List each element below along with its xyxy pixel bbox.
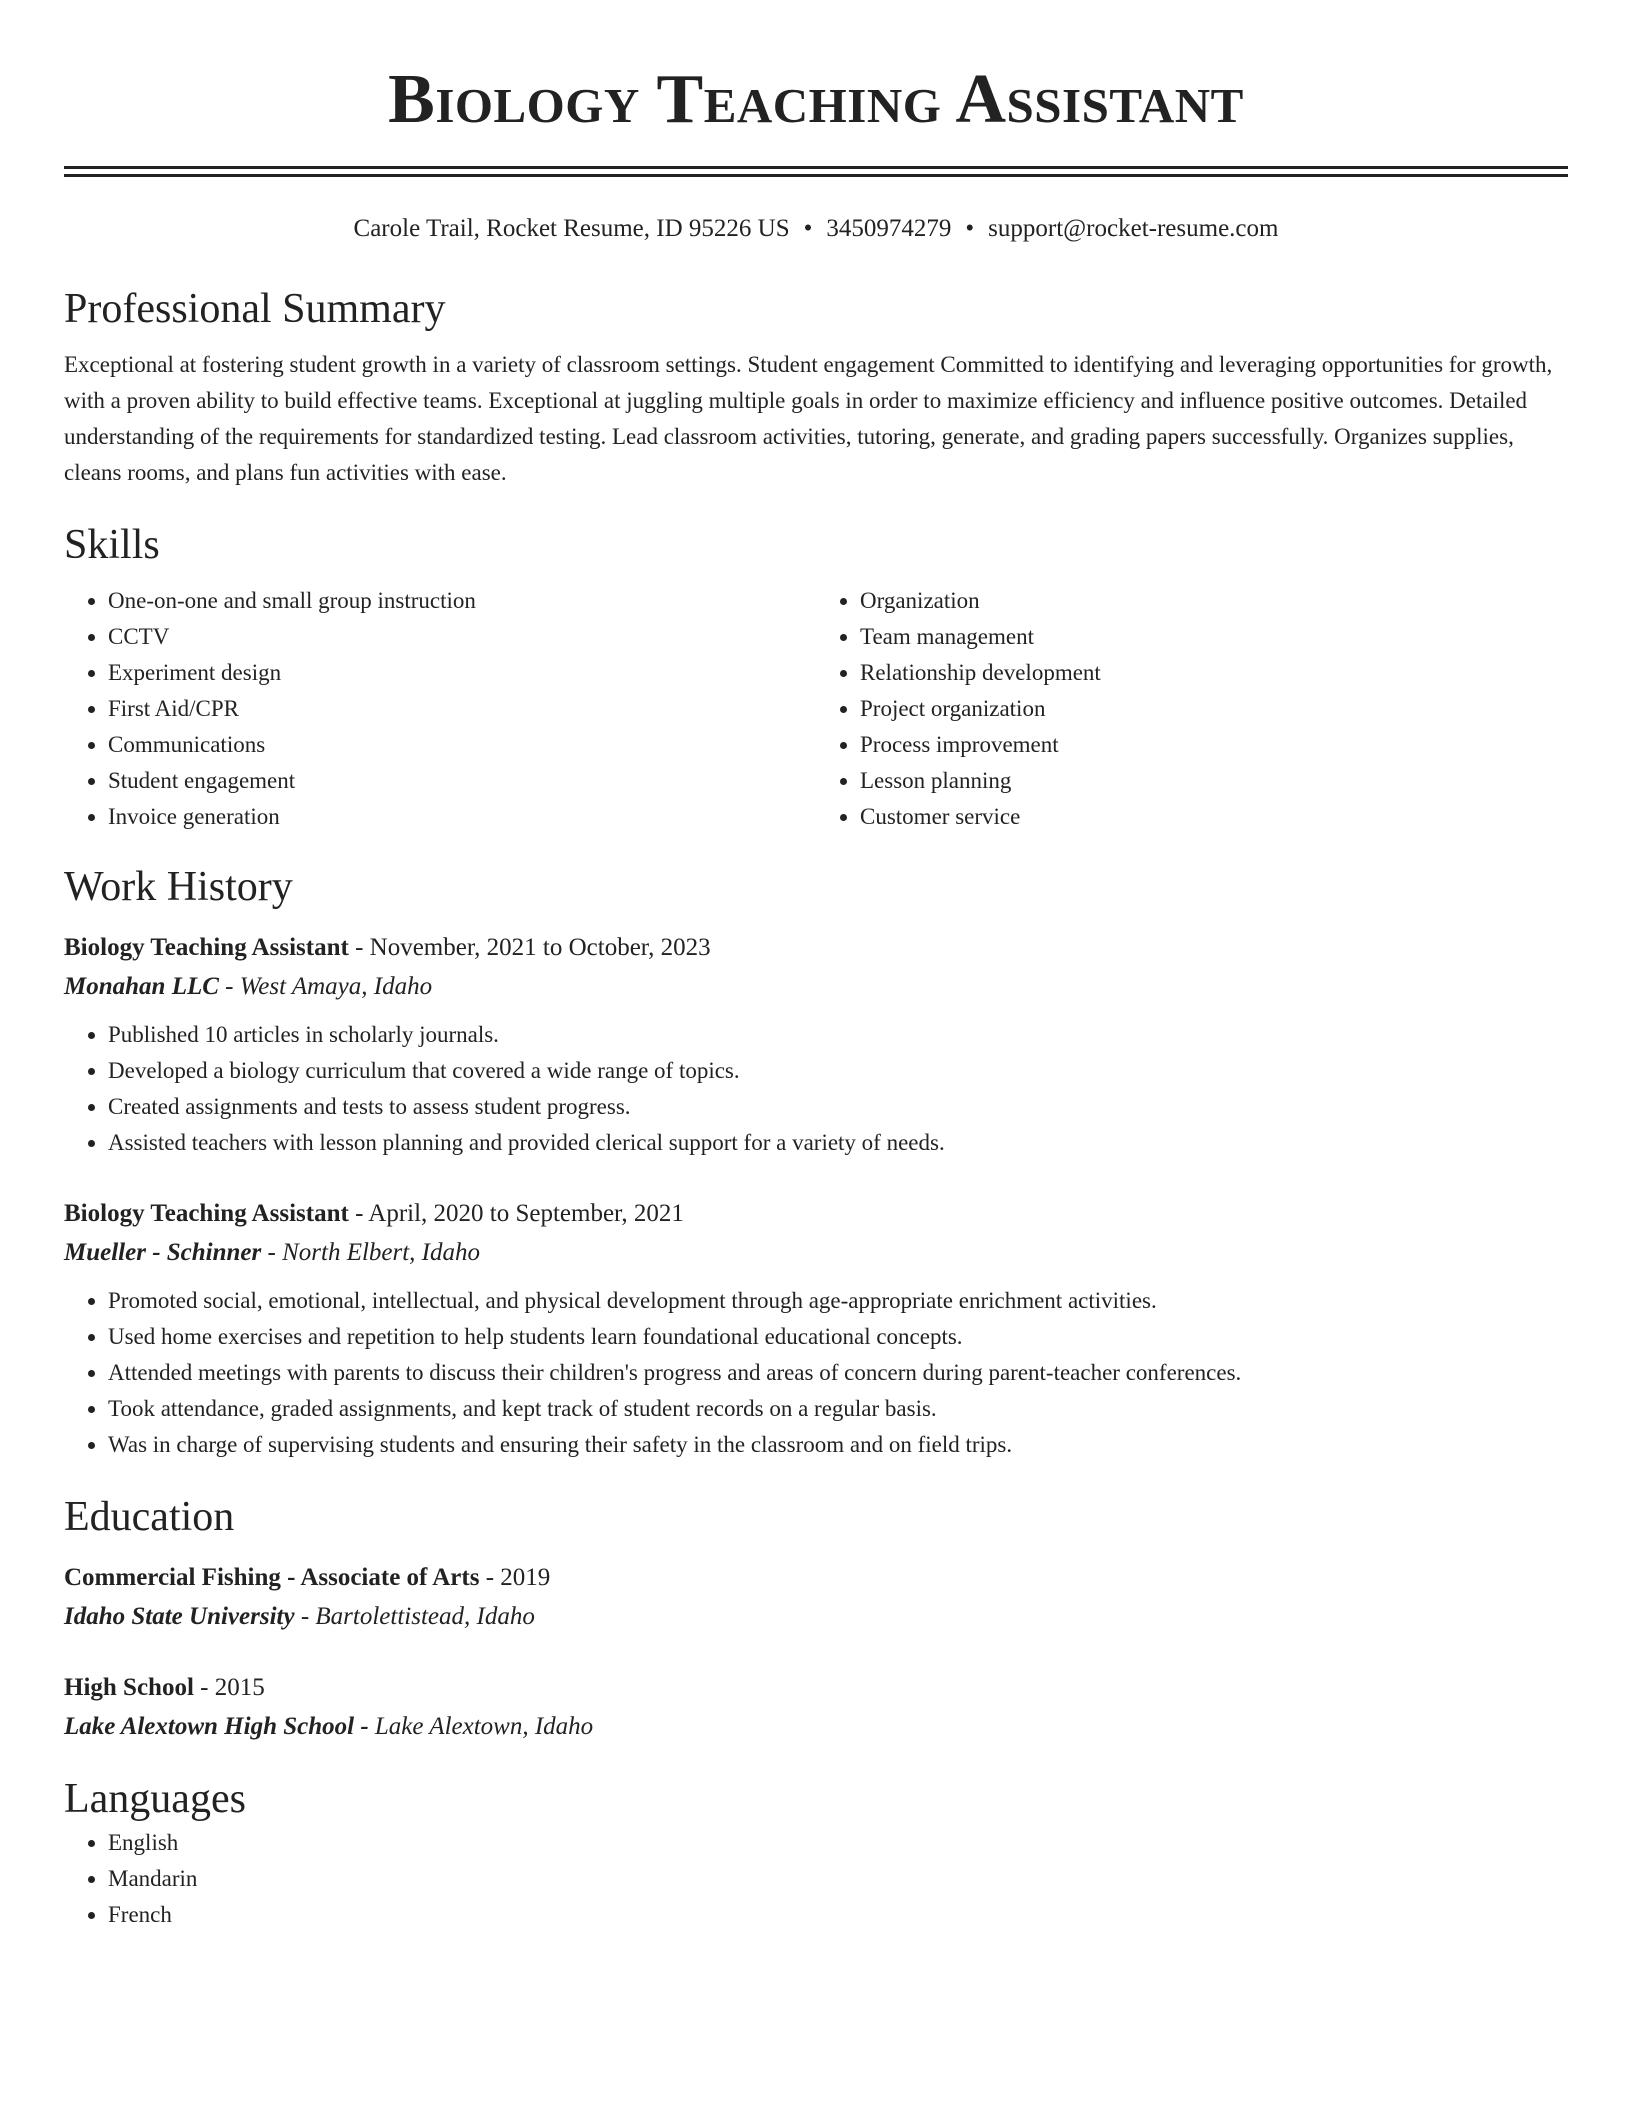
- work-history-heading: Work History: [64, 864, 293, 910]
- skill-item: • Project organization: [860, 691, 1568, 727]
- skills-column-left: [64, 583, 816, 835]
- job-title-line: [64, 929, 1568, 967]
- job-location: - West Amaya, Idaho: [218, 973, 433, 1000]
- skill-item: • Team management: [860, 619, 1568, 655]
- job-location: - North Elbert, Idaho: [261, 1239, 481, 1266]
- job-bullets: [64, 1283, 1568, 1463]
- job-bullet: • Assisted teachers with lesson planning and provided clerical support for a variety of needs.: [108, 1125, 1568, 1161]
- language-item: • Mandarin: [108, 1861, 1568, 1897]
- school-line: [64, 1597, 1568, 1637]
- school-location: Lake Alextown, Idaho: [368, 1713, 594, 1740]
- job-bullet: • Developed a biology curriculum that covered a wide range of topics.: [108, 1053, 1568, 1089]
- title-divider: [64, 166, 1568, 177]
- skill-item: • First Aid/CPR: [108, 691, 816, 727]
- job-title: Biology Teaching Assistant: [64, 1200, 349, 1227]
- degree: Commercial Fishing - Associate of Arts: [64, 1564, 480, 1591]
- skill-item: • Experiment design: [108, 655, 816, 691]
- education-entry: [64, 1669, 1568, 1747]
- languages-list: [64, 1825, 1568, 1933]
- education-entry: [64, 1559, 1568, 1637]
- job-company-line: [64, 967, 1568, 1007]
- job-bullet: • Created assignments and tests to assess student progress.: [108, 1089, 1568, 1125]
- job-dates: - November, 2021 to October, 2023: [348, 934, 711, 961]
- job-title-line: [64, 1195, 1568, 1233]
- skill-item: • Student engagement: [108, 763, 816, 799]
- school-line: [64, 1707, 1568, 1747]
- job-bullet: • Was in charge of supervising students and ensuring their safety in the classroom and on field trips.: [108, 1427, 1568, 1463]
- job-title: Biology Teaching Assistant: [64, 934, 349, 961]
- job-company: Monahan LLC: [64, 973, 219, 1000]
- job-company-line: [64, 1233, 1568, 1273]
- summary-text: Exceptional at fostering student growth in a variety of classroom settings. Student engagement Committed to identifying and leveraging opportunities for growth, with a proven ability to build effective teams. Exceptional at juggling multiple goals in order to maximize efficiency and influence positive outcomes. Detailed understanding of the requirements for standardized testing. Lead classroom activities, tutoring, generate, and grading papers successfully. Organizes supplies, cleans rooms, and plans fun activities with ease.: [64, 352, 1553, 485]
- job-bullet: • Attended meetings with parents to discuss their children's progress and areas of concern during parent-teacher conferences.: [108, 1355, 1568, 1391]
- skill-item: • One-on-one and small group instruction: [108, 583, 816, 619]
- education-heading: Education: [64, 1494, 235, 1540]
- skill-item: • Relationship development: [860, 655, 1568, 691]
- job-bullet: • Promoted social, emotional, intellectual, and physical development through age-appropriate enrichment activities.: [108, 1283, 1568, 1319]
- skills-list: [64, 583, 1568, 835]
- skill-item: • Invoice generation: [108, 799, 816, 835]
- job-bullet: • Used home exercises and repetition to help students learn foundational educational concepts.: [108, 1319, 1568, 1355]
- school-location: - Bartolettistead, Idaho: [294, 1603, 535, 1630]
- job-bullet: • Took attendance, graded assignments, and kept track of student records on a regular basis.: [108, 1391, 1568, 1427]
- contact-phone: 3450974279: [826, 215, 952, 242]
- skill-item: • Organization: [860, 583, 1568, 619]
- school-name: Lake Alextown High School -: [64, 1713, 369, 1740]
- job-dates: - April, 2020 to September, 2021: [348, 1200, 684, 1227]
- contact-line: [64, 213, 1568, 245]
- summary-heading: Professional Summary: [64, 286, 446, 332]
- graduation-year: - 2015: [193, 1674, 265, 1701]
- degree-line: [64, 1669, 1568, 1707]
- contact-email: support@rocket-resume.com: [988, 215, 1279, 242]
- language-item: • English: [108, 1825, 1568, 1861]
- languages-heading: Languages: [64, 1776, 246, 1822]
- job-company: Mueller - Schinner: [64, 1239, 262, 1266]
- contact-separator: •: [803, 215, 813, 242]
- school-name: Idaho State University: [64, 1603, 295, 1630]
- job-bullet: • Published 10 articles in scholarly journals.: [108, 1017, 1568, 1053]
- degree: High School: [64, 1674, 194, 1701]
- resume-title: Biology Teaching Assistant: [388, 61, 1244, 138]
- contact-separator: •: [965, 215, 975, 242]
- contact-address: Carole Trail, Rocket Resume, ID 95226 US: [353, 215, 790, 242]
- skill-item: • CCTV: [108, 619, 816, 655]
- skill-item: • Customer service: [860, 799, 1568, 835]
- language-item: • French: [108, 1897, 1568, 1933]
- job-bullets: [64, 1017, 1568, 1161]
- job-entry: [64, 1195, 1568, 1463]
- degree-line: [64, 1559, 1568, 1597]
- skill-item: • Lesson planning: [860, 763, 1568, 799]
- skill-item: • Communications: [108, 727, 816, 763]
- job-entry: [64, 929, 1568, 1161]
- skills-column-right: [816, 583, 1568, 835]
- skills-heading: Skills: [64, 522, 160, 568]
- skill-item: • Process improvement: [860, 727, 1568, 763]
- graduation-year: - 2019: [479, 1564, 551, 1591]
